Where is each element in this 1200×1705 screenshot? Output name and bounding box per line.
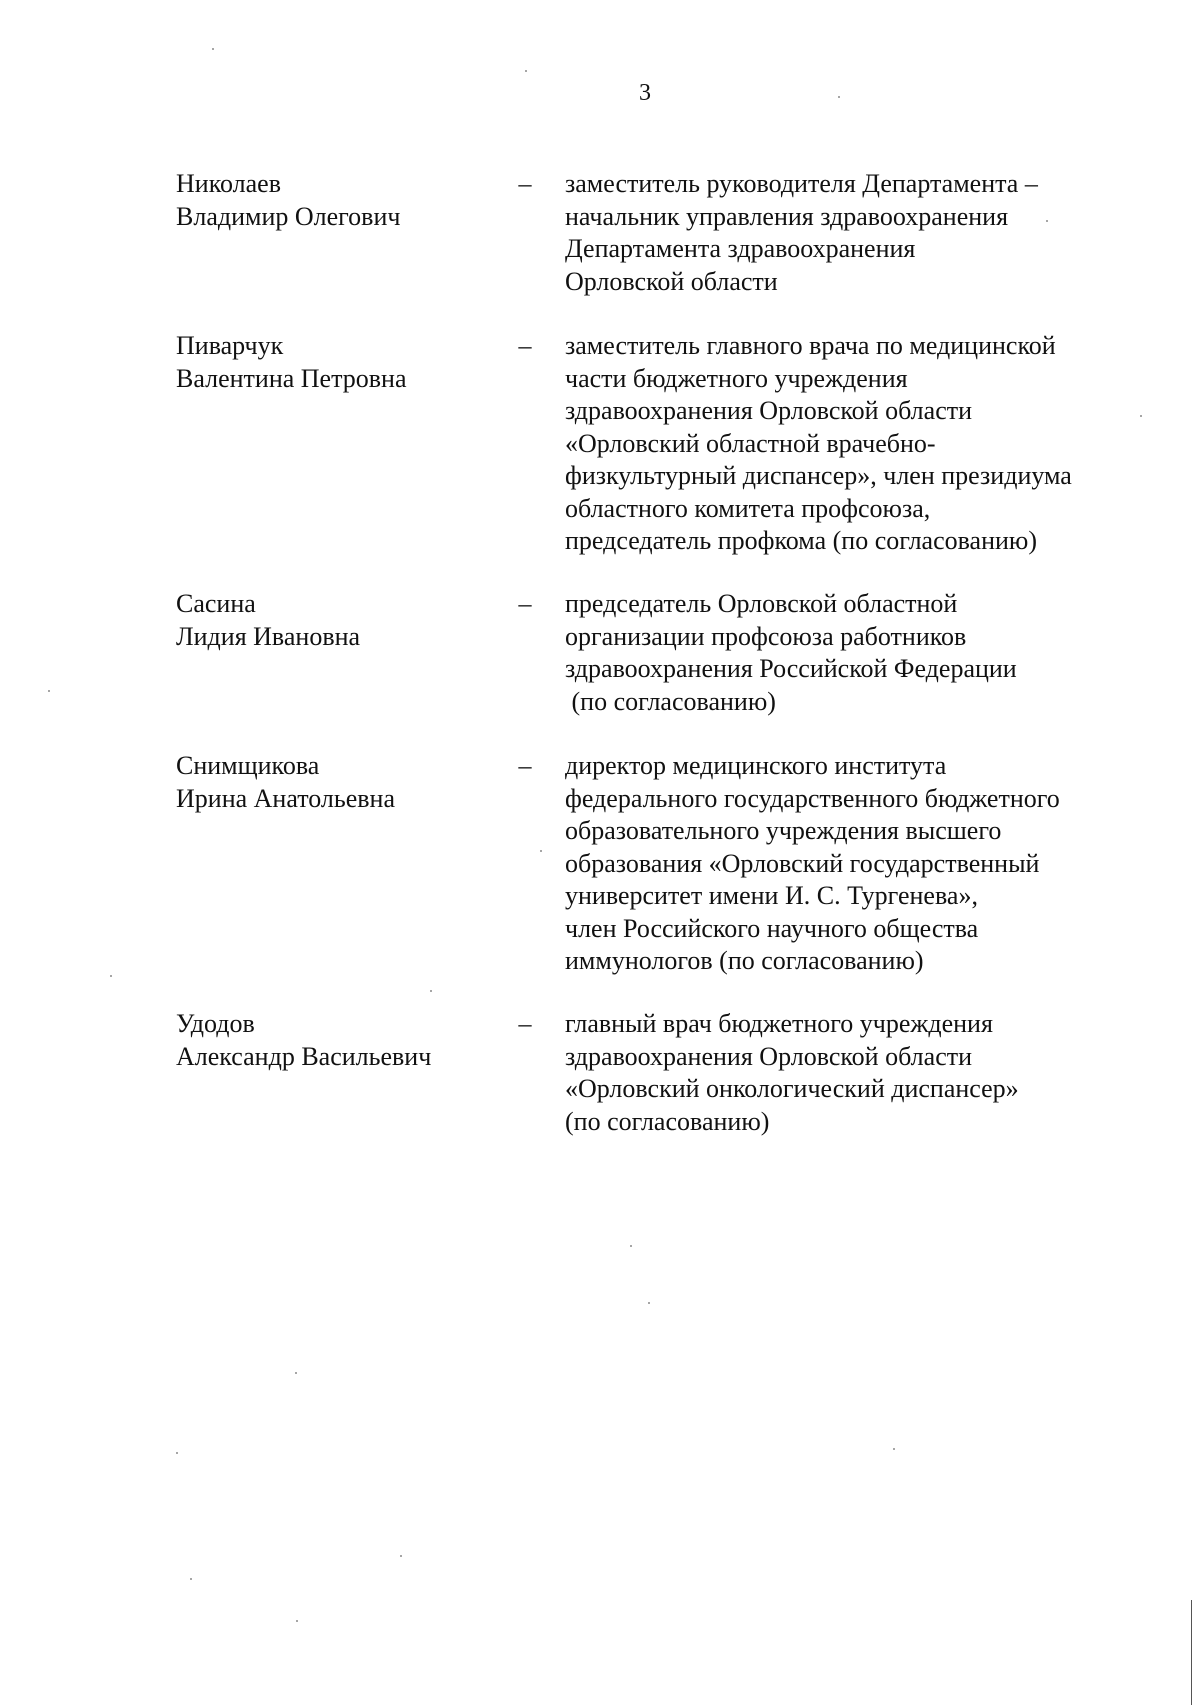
member-name — [176, 750, 506, 815]
scan-speck — [110, 975, 112, 977]
page-number: 3 — [639, 80, 651, 106]
member-name — [176, 330, 506, 395]
scan-speck — [1046, 220, 1048, 222]
member-given-names: Валентина Петровна — [176, 363, 407, 393]
scan-speck — [1140, 415, 1142, 417]
member-given-names: Лидия Ивановна — [176, 621, 361, 651]
member-name — [176, 588, 506, 653]
separator-dash: – — [518, 331, 532, 360]
role-line: главный врач бюджетного учреждения — [565, 1009, 993, 1038]
member-role — [565, 1008, 1125, 1138]
scan-speck — [630, 1245, 632, 1247]
role-line: областного комитета профсоюза, — [565, 493, 931, 523]
separator-dash: – — [518, 169, 532, 198]
scan-speck — [212, 48, 214, 50]
member-surname: Снимщикова — [176, 751, 320, 780]
role-line: части бюджетного учреждения — [565, 363, 908, 393]
member-given-names: Ирина Анатольевна — [176, 783, 395, 813]
role-line: заместитель главного врача по медицинской — [565, 331, 1056, 360]
role-line: начальник управления здравоохранения — [565, 201, 1009, 231]
role-line: здравоохранения Российской Федерации — [565, 654, 1017, 683]
scan-edge-line — [1191, 1600, 1192, 1705]
scan-speck — [838, 96, 840, 98]
scan-speck — [540, 850, 542, 852]
role-line: заместитель руководителя Департамента – — [565, 169, 1038, 198]
role-line: здравоохранения Орловской области — [565, 1041, 973, 1071]
role-line: иммунологов (по согласованию) — [565, 946, 924, 975]
scan-speck — [295, 1372, 297, 1374]
member-role — [565, 588, 1125, 718]
role-line: «Орловский областной врачебно- — [565, 428, 936, 458]
scan-speck — [296, 1620, 298, 1622]
role-line: организации профсоюза работников — [565, 621, 967, 651]
scan-speck — [648, 1302, 650, 1304]
member-surname: Сасина — [176, 589, 256, 618]
role-line: член Российского научного общества — [565, 913, 979, 943]
member-surname: Пиварчук — [176, 331, 284, 360]
role-line: председатель Орловской областной — [565, 589, 958, 618]
role-line: «Орловский онкологический диспансер» — [565, 1074, 1019, 1103]
role-line: Орловской области — [565, 266, 778, 296]
separator-dash: – — [518, 751, 532, 780]
member-surname: Удодов — [176, 1009, 255, 1038]
role-line: здравоохранения Орловской области — [565, 396, 973, 425]
role-line: образования «Орловский государственный — [565, 848, 1040, 878]
scan-speck — [400, 1555, 402, 1557]
member-role — [565, 168, 1125, 298]
member-given-names: Владимир Олегович — [176, 201, 401, 231]
scan-speck — [893, 1448, 895, 1450]
member-role — [565, 750, 1125, 978]
member-name — [176, 1008, 506, 1073]
member-surname: Николаев — [176, 169, 281, 198]
role-line: директор медицинского института — [565, 751, 947, 780]
scan-speck — [48, 690, 50, 692]
separator-dash: – — [518, 589, 532, 618]
role-line: университет имени И. С. Тургенева», — [565, 881, 978, 910]
member-name — [176, 168, 506, 233]
scan-speck — [430, 990, 432, 992]
scan-speck — [525, 70, 527, 72]
role-line: (по согласованию) — [565, 1106, 770, 1136]
separator-dash: – — [518, 1009, 532, 1038]
member-role — [565, 330, 1125, 558]
role-line: образовательного учреждения высшего — [565, 816, 1002, 845]
scan-speck — [176, 1452, 178, 1454]
scan-speck — [190, 1578, 192, 1580]
role-line: (по согласованию) — [565, 686, 776, 716]
role-line: председатель профкома (по согласованию) — [565, 526, 1038, 555]
member-given-names: Александр Васильевич — [176, 1041, 432, 1071]
role-line: физкультурный диспансер», член президиума — [565, 461, 1072, 490]
role-line: федерального государственного бюджетного — [565, 783, 1060, 813]
role-line: Департамента здравоохранения — [565, 234, 916, 263]
